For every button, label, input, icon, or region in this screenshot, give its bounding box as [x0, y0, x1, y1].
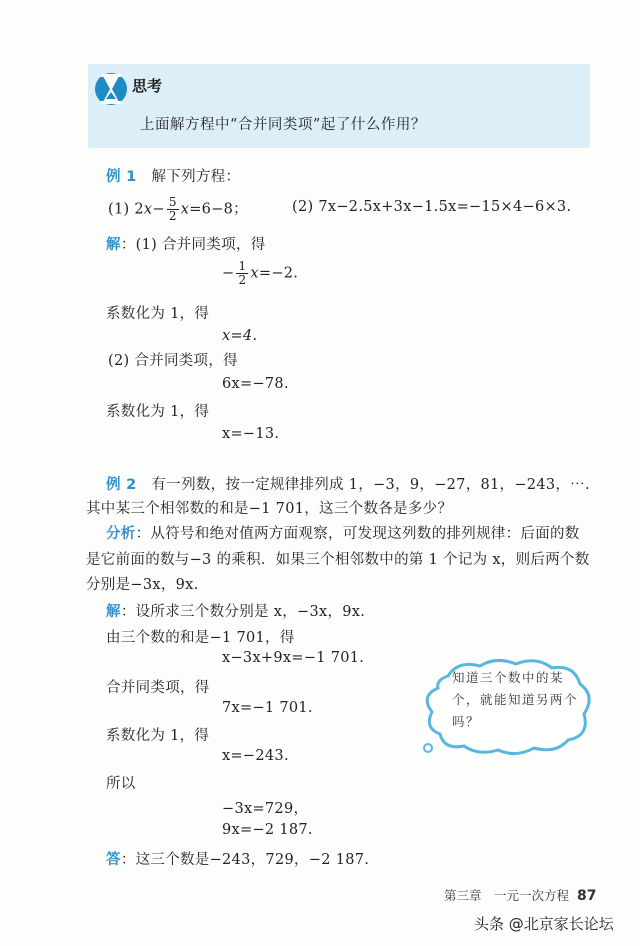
- step1-fraction: $\frac{1}{2}$: [238, 259, 247, 287]
- example2-solution: 解：设所求三个数分别是 x，−3x，9x.: [106, 604, 366, 620]
- example2-eq-x: x=−243.: [222, 748, 289, 764]
- example1-solution: [106, 233, 266, 254]
- example1-header: [106, 165, 240, 186]
- example2-so: 所以: [106, 776, 136, 792]
- hourglass-icon: [94, 69, 128, 109]
- example1-coef2: 系数化为 1，得: [106, 404, 210, 420]
- example2-analysis2: 是它前面的数与−3 的乘积．如果三个相邻数中的第 1 个记为 x，则后两个数: [86, 552, 590, 568]
- eq1-fraction: $\frac{5}{2}$: [168, 195, 177, 223]
- example2-analysis: 分析：从符号和绝对值两方面观察，可发现这列数的排列规律：后面的数: [106, 526, 580, 542]
- chapter-title: 第三章 一元一次方程: [444, 888, 570, 903]
- think-box: [88, 64, 590, 148]
- page-number: 87: [577, 888, 597, 904]
- example2-combine: 合并同类项，得: [106, 680, 210, 696]
- solution-intro: ：(1) 合并同类项，得: [120, 237, 266, 253]
- example2-eq-sum: x−3x+9x=−1 701.: [222, 650, 365, 666]
- example1-coef1: 系数化为 1，得: [106, 306, 210, 322]
- answer-label: 答: [106, 852, 121, 868]
- example2-coef: 系数化为 1，得: [106, 728, 210, 744]
- solution-label: 解: [106, 237, 121, 253]
- eq1-mid: −: [152, 201, 165, 218]
- analysis-label: 分析: [106, 526, 136, 542]
- solution2-label: 解: [106, 604, 121, 620]
- example1-eq2: (2) 7x−2.5x+3x−1.5x=−15×4−6×3.: [292, 199, 572, 215]
- example2-sum-intro: 由三个数的和是−1 701，得: [106, 630, 295, 646]
- cloud-text: 知道三个数中的某个，就能知道另两个吗？: [452, 670, 579, 729]
- eq1-rest: =6−8；: [189, 201, 248, 218]
- example2-analysis3: 分别是−3x，9x.: [86, 577, 199, 593]
- example2-header: [106, 473, 590, 494]
- example2-line1: 有一列数，按一定规律排列成 1，−3，9，−27，81，−243，⋯.: [151, 477, 590, 493]
- think-question: 上面解方程中“合并同类项”起了什么作用？: [140, 117, 426, 133]
- example2-eq-a: −3x=729，: [222, 801, 309, 817]
- watermark: 头条 @北京家长论坛: [474, 915, 614, 933]
- page-footer: [444, 886, 597, 904]
- example1-part2: (2) 合并同类项，得: [108, 353, 238, 369]
- example1-result2: x=−13.: [222, 426, 280, 442]
- example2-eq-b: 9x=−2 187.: [222, 822, 313, 838]
- example2-label: 例 2: [106, 477, 137, 493]
- example1-prompt: 解下列方程：: [151, 169, 241, 185]
- example2-line2: 其中某三个相邻数的和是−1 701，这三个数各是多少？: [86, 501, 453, 517]
- example1-step2: 6x=−78.: [222, 376, 289, 392]
- example1-label: 例 1: [106, 169, 137, 185]
- example1-result1: x=4.: [222, 328, 258, 344]
- example2-eq-combined: 7x=−1 701.: [222, 700, 313, 716]
- example1-step1: − $\frac{1}{2}$ x=−2.: [222, 259, 299, 287]
- think-title: 思考: [132, 77, 163, 95]
- eq1-prefix: (1) 2: [108, 201, 144, 218]
- example1-eq1: (1) 2x− $\frac{5}{2}$ x=6−8；: [108, 195, 248, 223]
- example2-answer: 答：这三个数是−243，729，−2 187.: [106, 852, 370, 868]
